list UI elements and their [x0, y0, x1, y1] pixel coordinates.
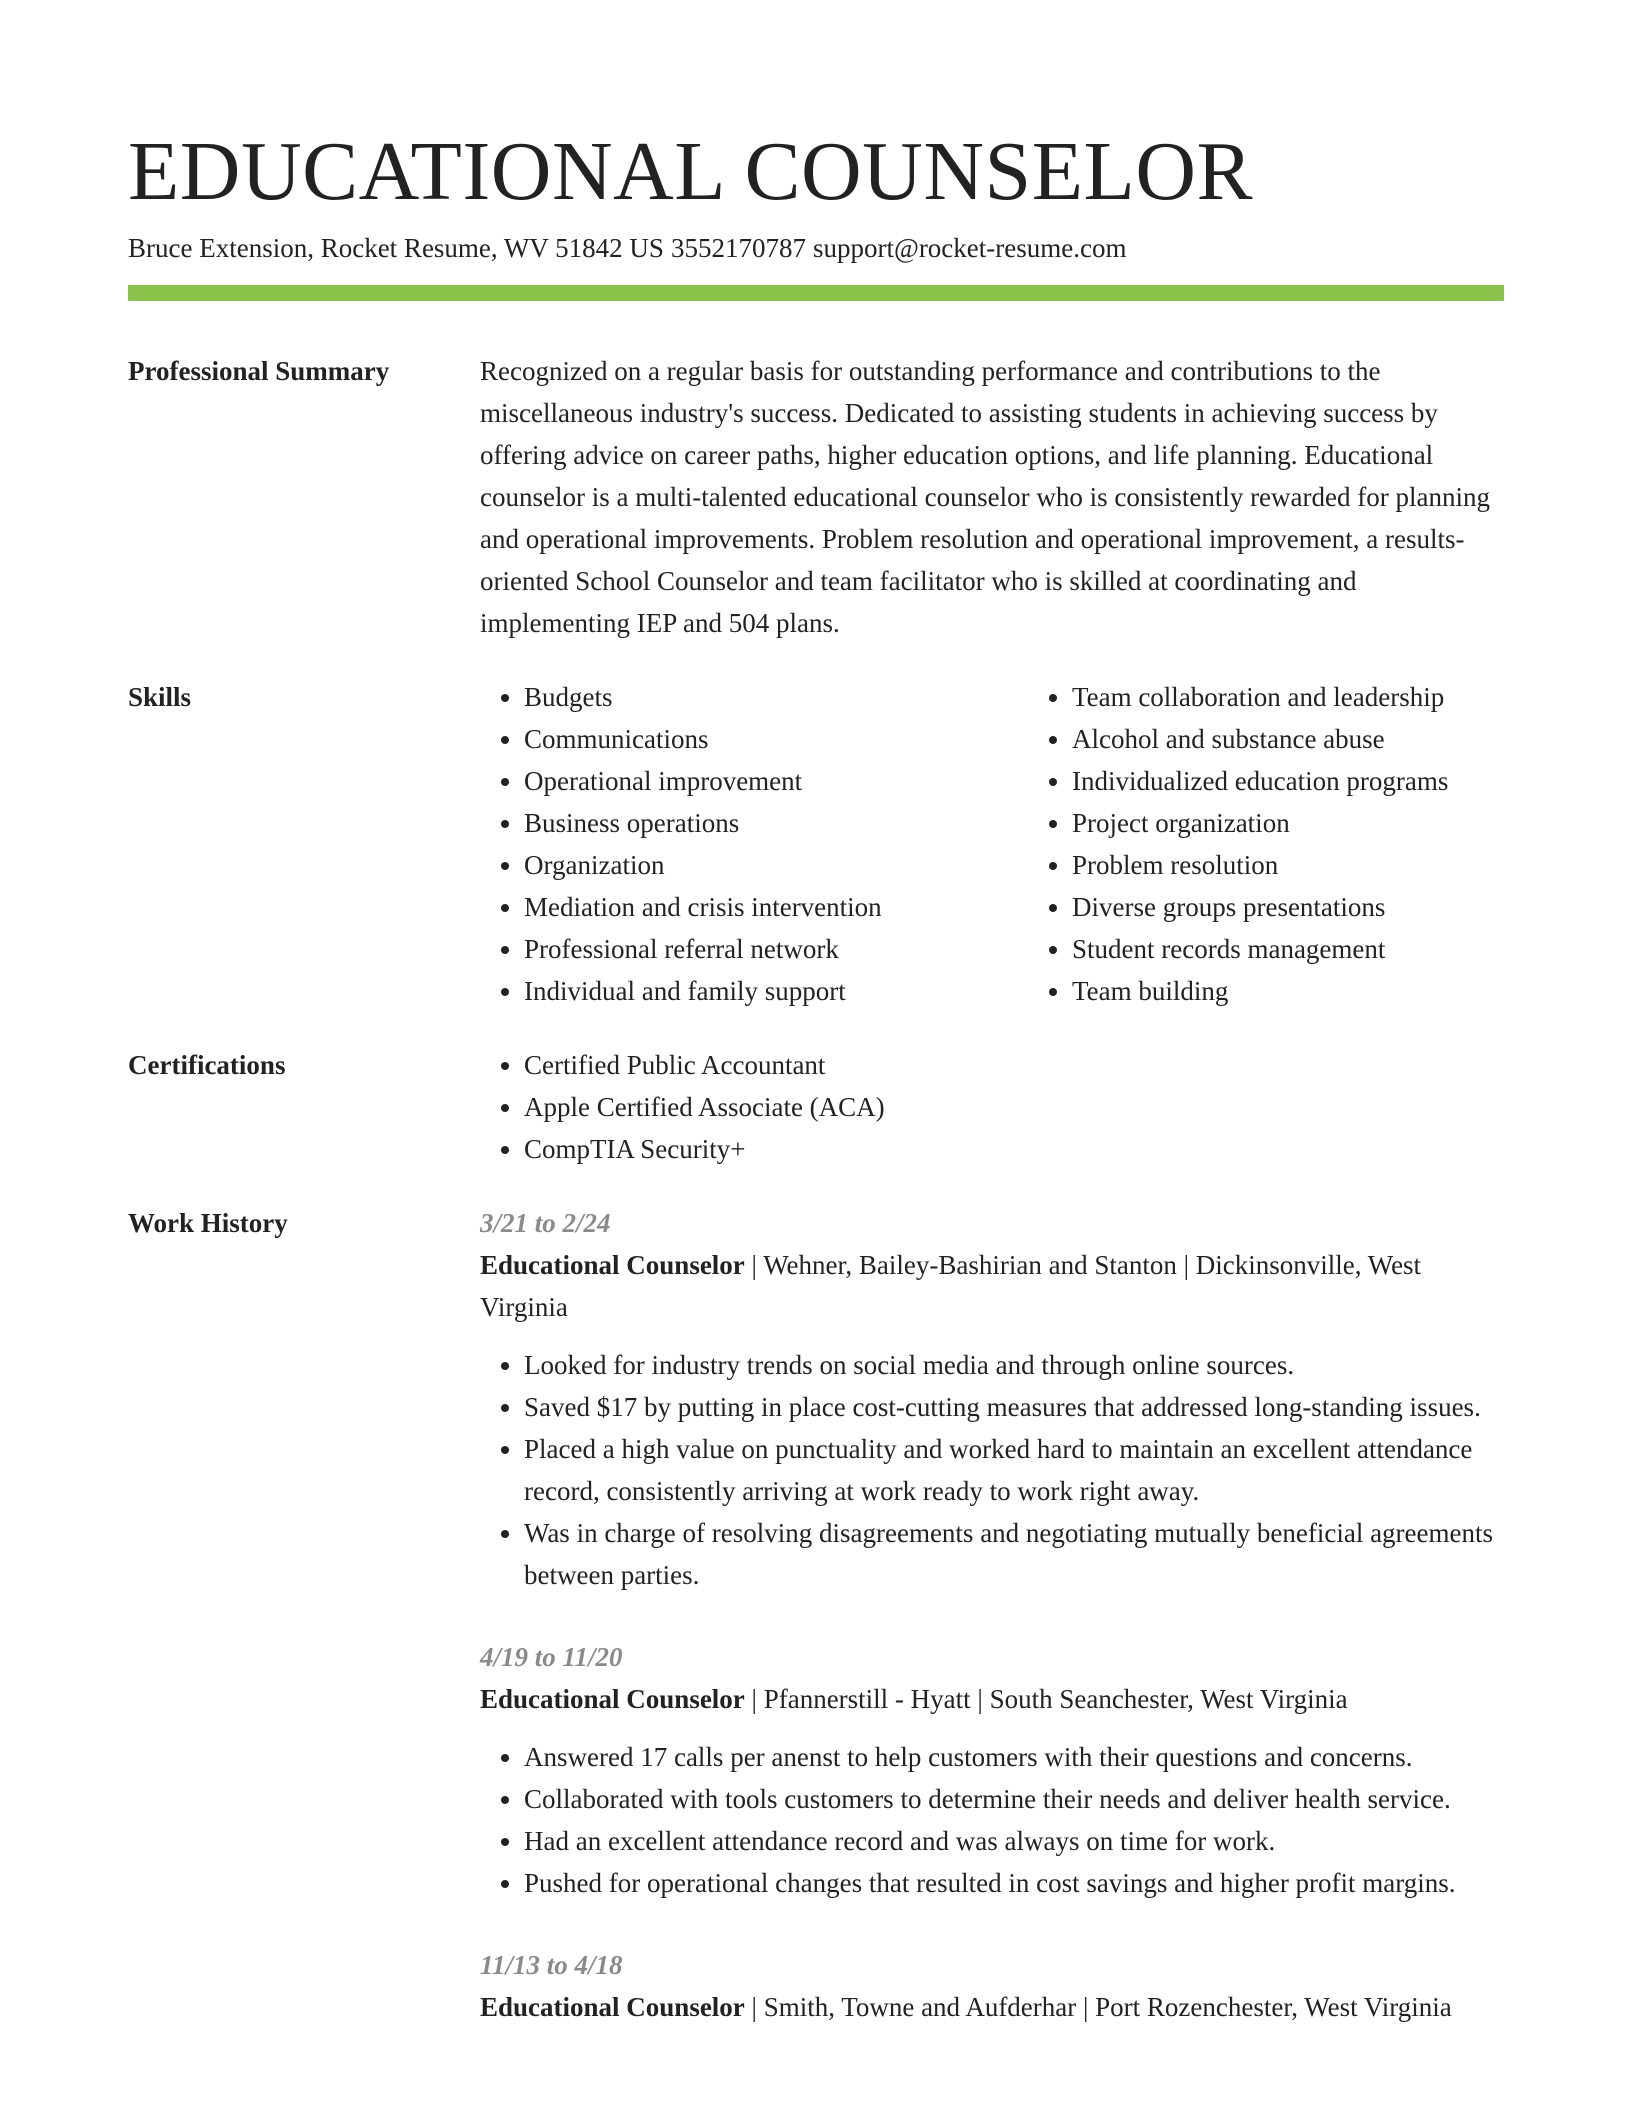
- job-bullet: • Answered 17 calls per anenst to help customers with their questions and concerns.: [524, 1736, 1504, 1778]
- job-bullet: • Pushed for operational changes that resulted in cost savings and higher profit margins.: [524, 1862, 1504, 1904]
- certifications-body: [480, 1044, 1504, 1170]
- job-entry: [480, 1636, 1504, 1904]
- skill-item: • Alcohol and substance abuse: [1072, 718, 1592, 760]
- skill-item: • Individualized education programs: [1072, 760, 1592, 802]
- skill-item: • Project organization: [1072, 802, 1592, 844]
- skills-body: [480, 676, 1592, 1012]
- skill-item: • Diverse groups presentations: [1072, 886, 1592, 928]
- certification-item: • CompTIA Security+: [524, 1128, 1504, 1170]
- job-employer-location: | Pfannerstill - Hyatt | South Seanchester, West Virginia: [744, 1684, 1348, 1714]
- skill-item: • Budgets: [524, 676, 1028, 718]
- contact-address: Bruce Extension, Rocket Resume, WV 51842 US: [128, 233, 664, 263]
- job-title-line: [480, 1678, 1504, 1720]
- job-bullets: [480, 1736, 1504, 1904]
- job-bullet: • Looked for industry trends on social media and through online sources.: [524, 1344, 1504, 1386]
- job-title: Educational Counselor: [480, 1992, 745, 2022]
- job-bullet: • Collaborated with tools customers to determine their needs and deliver health service.: [524, 1778, 1504, 1820]
- skill-item: • Mediation and crisis intervention: [524, 886, 1028, 928]
- skill-item: • Team building: [1072, 970, 1592, 1012]
- contact-phone: 3552170787: [670, 233, 806, 263]
- job-title-line: [480, 1244, 1504, 1328]
- job-dates: 4/19 to 11/20: [480, 1642, 623, 1672]
- summary-body: [480, 350, 1504, 644]
- skill-item: • Individual and family support: [524, 970, 1028, 1012]
- certification-item: • Apple Certified Associate (ACA): [524, 1086, 1504, 1128]
- skill-item: • Organization: [524, 844, 1028, 886]
- contact-email: support@rocket-resume.com: [812, 233, 1127, 263]
- job-bullet: • Placed a high value on punctuality and worked hard to maintain an excellent attendance record, consistently arriving at work ready to work right away.: [524, 1428, 1504, 1512]
- job-entry: [480, 1202, 1504, 1596]
- resume-sections: [128, 350, 1504, 2100]
- job-title: Educational Counselor: [480, 1684, 745, 1714]
- skill-item: • Professional referral network: [524, 928, 1028, 970]
- skill-item: • Student records management: [1072, 928, 1592, 970]
- job-bullet: • Had an excellent attendance record and was always on time for work.: [524, 1820, 1504, 1862]
- job-bullet: • Saved $17 by putting in place cost-cutting measures that addressed long-standing issues.: [524, 1386, 1504, 1428]
- section-label-skills: Skills: [128, 682, 192, 712]
- skill-item: • Problem resolution: [1072, 844, 1592, 886]
- section-label-certifications: Certifications: [128, 1050, 286, 1080]
- work-history-body: [480, 1202, 1504, 2068]
- skill-item: • Team collaboration and leadership: [1072, 676, 1592, 718]
- certifications-section: [128, 1044, 1504, 1170]
- job-title: Educational Counselor: [480, 1250, 745, 1280]
- skills-list-right: [1028, 676, 1592, 1012]
- contact-line: [128, 230, 1126, 266]
- skill-item: • Communications: [524, 718, 1028, 760]
- section-label-summary: Professional Summary: [128, 356, 390, 386]
- certifications-list: [480, 1044, 1504, 1170]
- job-dates: 11/13 to 4/18: [480, 1950, 623, 1980]
- section-label-work-history: Work History: [128, 1208, 288, 1238]
- resume-title: EDUCATIONAL COUNSELOR: [128, 125, 1254, 218]
- job-bullet: • Was in charge of resolving disagreements and negotiating mutually beneficial agreements between parties.: [524, 1512, 1504, 1596]
- job-bullets: [480, 1344, 1504, 1596]
- skill-item: • Business operations: [524, 802, 1028, 844]
- job-dates: 3/21 to 2/24: [480, 1208, 611, 1238]
- job-title-line: [480, 1986, 1504, 2028]
- skill-item: • Operational improvement: [524, 760, 1028, 802]
- job-employer-location: | Wehner, Bailey-Bashirian and Stanton | Dickinsonville, West Virginia: [480, 1250, 1422, 1322]
- summary-section: [128, 350, 1504, 644]
- accent-divider: [128, 285, 1504, 301]
- job-entry: [480, 1944, 1504, 2028]
- certification-item: • Certified Public Accountant: [524, 1044, 1504, 1086]
- job-employer-location: | Smith, Towne and Aufderhar | Port Rozenchester, West Virginia: [744, 1992, 1452, 2022]
- work-history-section: [128, 1202, 1504, 2068]
- skills-list-left: [480, 676, 1028, 1012]
- skills-section: [128, 676, 1504, 1012]
- summary-text: Recognized on a regular basis for outstanding performance and contributions to the miscellaneous industry's success. Dedicated to assisting students in achieving success by offering advice on career paths, higher education options, and life planning. Educational counselor is a multi-talented educational counselor who is consistently rewarded for planning and operational improvements. Problem resolution and operational improvement, a results-oriented School Counselor and team facilitator who is skilled at coordinating and implementing IEP and 504 plans.: [480, 356, 1490, 638]
